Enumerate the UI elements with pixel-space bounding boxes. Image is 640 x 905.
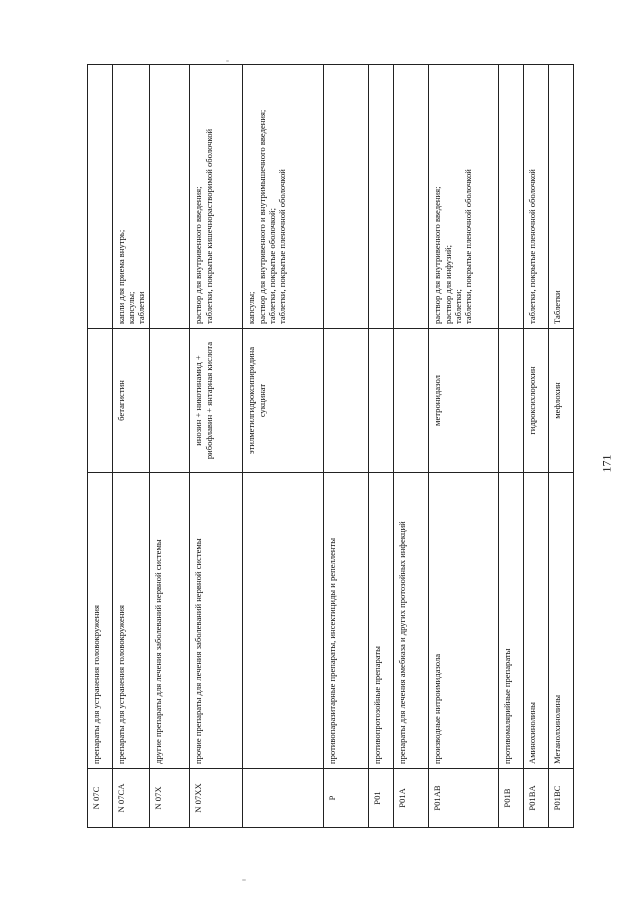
name-cell: противомалярийные препараты [499, 473, 524, 769]
name-cell: прочие препараты для лечения заболеваний нервной системы [190, 473, 243, 769]
substance-cell: гидроксихлорохин [524, 329, 549, 473]
dosage-form-cell: Таблетки [549, 65, 574, 329]
code-cell: N 07C [88, 769, 113, 828]
name-cell [243, 473, 324, 769]
dosage-form-cell [88, 65, 113, 329]
drug-classification-table [87, 64, 574, 828]
table-row [524, 65, 549, 828]
substance-cell: метронидазол [429, 329, 499, 473]
table-row [150, 65, 190, 828]
scan-speck [242, 879, 246, 881]
substance-cell [499, 329, 524, 473]
code-cell: P01BA [524, 769, 549, 828]
code-cell: P01AB [429, 769, 499, 828]
substance-cell: мефлохин [549, 329, 574, 473]
dosage-form-cell [394, 65, 429, 329]
substance-cell [394, 329, 429, 473]
table-row [394, 65, 429, 828]
table-row [549, 65, 574, 828]
table-row [429, 65, 499, 828]
code-cell: P01B [499, 769, 524, 828]
name-cell: другие препараты для лечения заболеваний нервной системы [150, 473, 190, 769]
page-number-text: 171 [599, 454, 614, 472]
code-cell: N 07XX [190, 769, 243, 828]
substance-cell: инозин + никотинамид + рибофлавин + янтарная кислота [190, 329, 243, 473]
code-cell: P01BC [549, 769, 574, 828]
substance-cell [324, 329, 369, 473]
table-row [113, 65, 150, 828]
name-cell: Аминохинолины [524, 473, 549, 769]
scan-speck [226, 60, 229, 62]
table-row [324, 65, 369, 828]
name-cell: противопаразитарные препараты, инсектициды и репелленты [324, 473, 369, 769]
name-cell: противопротозойные препараты [369, 473, 394, 769]
code-cell: P [324, 769, 369, 828]
table-row [190, 65, 243, 828]
table-row [88, 65, 113, 828]
name-cell: препараты для устранения головокружения [88, 473, 113, 769]
dosage-form-cell [150, 65, 190, 329]
name-cell: препараты для лечения амебиаза и других протозойных инфекций [394, 473, 429, 769]
page-number [597, 448, 617, 478]
code-cell: N 07X [150, 769, 190, 828]
substance-cell [88, 329, 113, 473]
dosage-form-cell: раствор для внутривенного введения; таблетки, покрытые кишечнорастворимой оболочкой [190, 65, 243, 329]
rotated-table-container [87, 65, 612, 828]
dosage-form-cell: таблетки, покрытые пленочной оболочкой [524, 65, 549, 329]
name-cell: Метанолхинолины [549, 473, 574, 769]
table-body [88, 65, 574, 828]
dosage-form-cell: капсулы; раствор для внутривенного и внутримышечного введения; таблетки, покрытые оболочкой; таблетки, покрытые пленочной оболочкой [243, 65, 324, 329]
table-row [243, 65, 324, 828]
code-cell: P01 [369, 769, 394, 828]
name-cell: препараты для устранения головокружения [113, 473, 150, 769]
code-cell: P01A [394, 769, 429, 828]
dosage-form-cell: капли для приема внутрь; капсулы; таблетки [113, 65, 150, 329]
dosage-form-cell [369, 65, 394, 329]
substance-cell: этилметилгидроксипиридина сукцинат [243, 329, 324, 473]
code-cell [243, 769, 324, 828]
substance-cell [150, 329, 190, 473]
dosage-form-cell: раствор для внутривенного введения; раствор для инфузий; таблетки; таблетки, покрытые пленочной оболочкой [429, 65, 499, 329]
substance-cell [369, 329, 394, 473]
dosage-form-cell [324, 65, 369, 329]
table-row [499, 65, 524, 828]
table-row [369, 65, 394, 828]
dosage-form-cell [499, 65, 524, 329]
substance-cell: бетагистин [113, 329, 150, 473]
code-cell: N 07CA [113, 769, 150, 828]
name-cell: производные нитроимидазола [429, 473, 499, 769]
